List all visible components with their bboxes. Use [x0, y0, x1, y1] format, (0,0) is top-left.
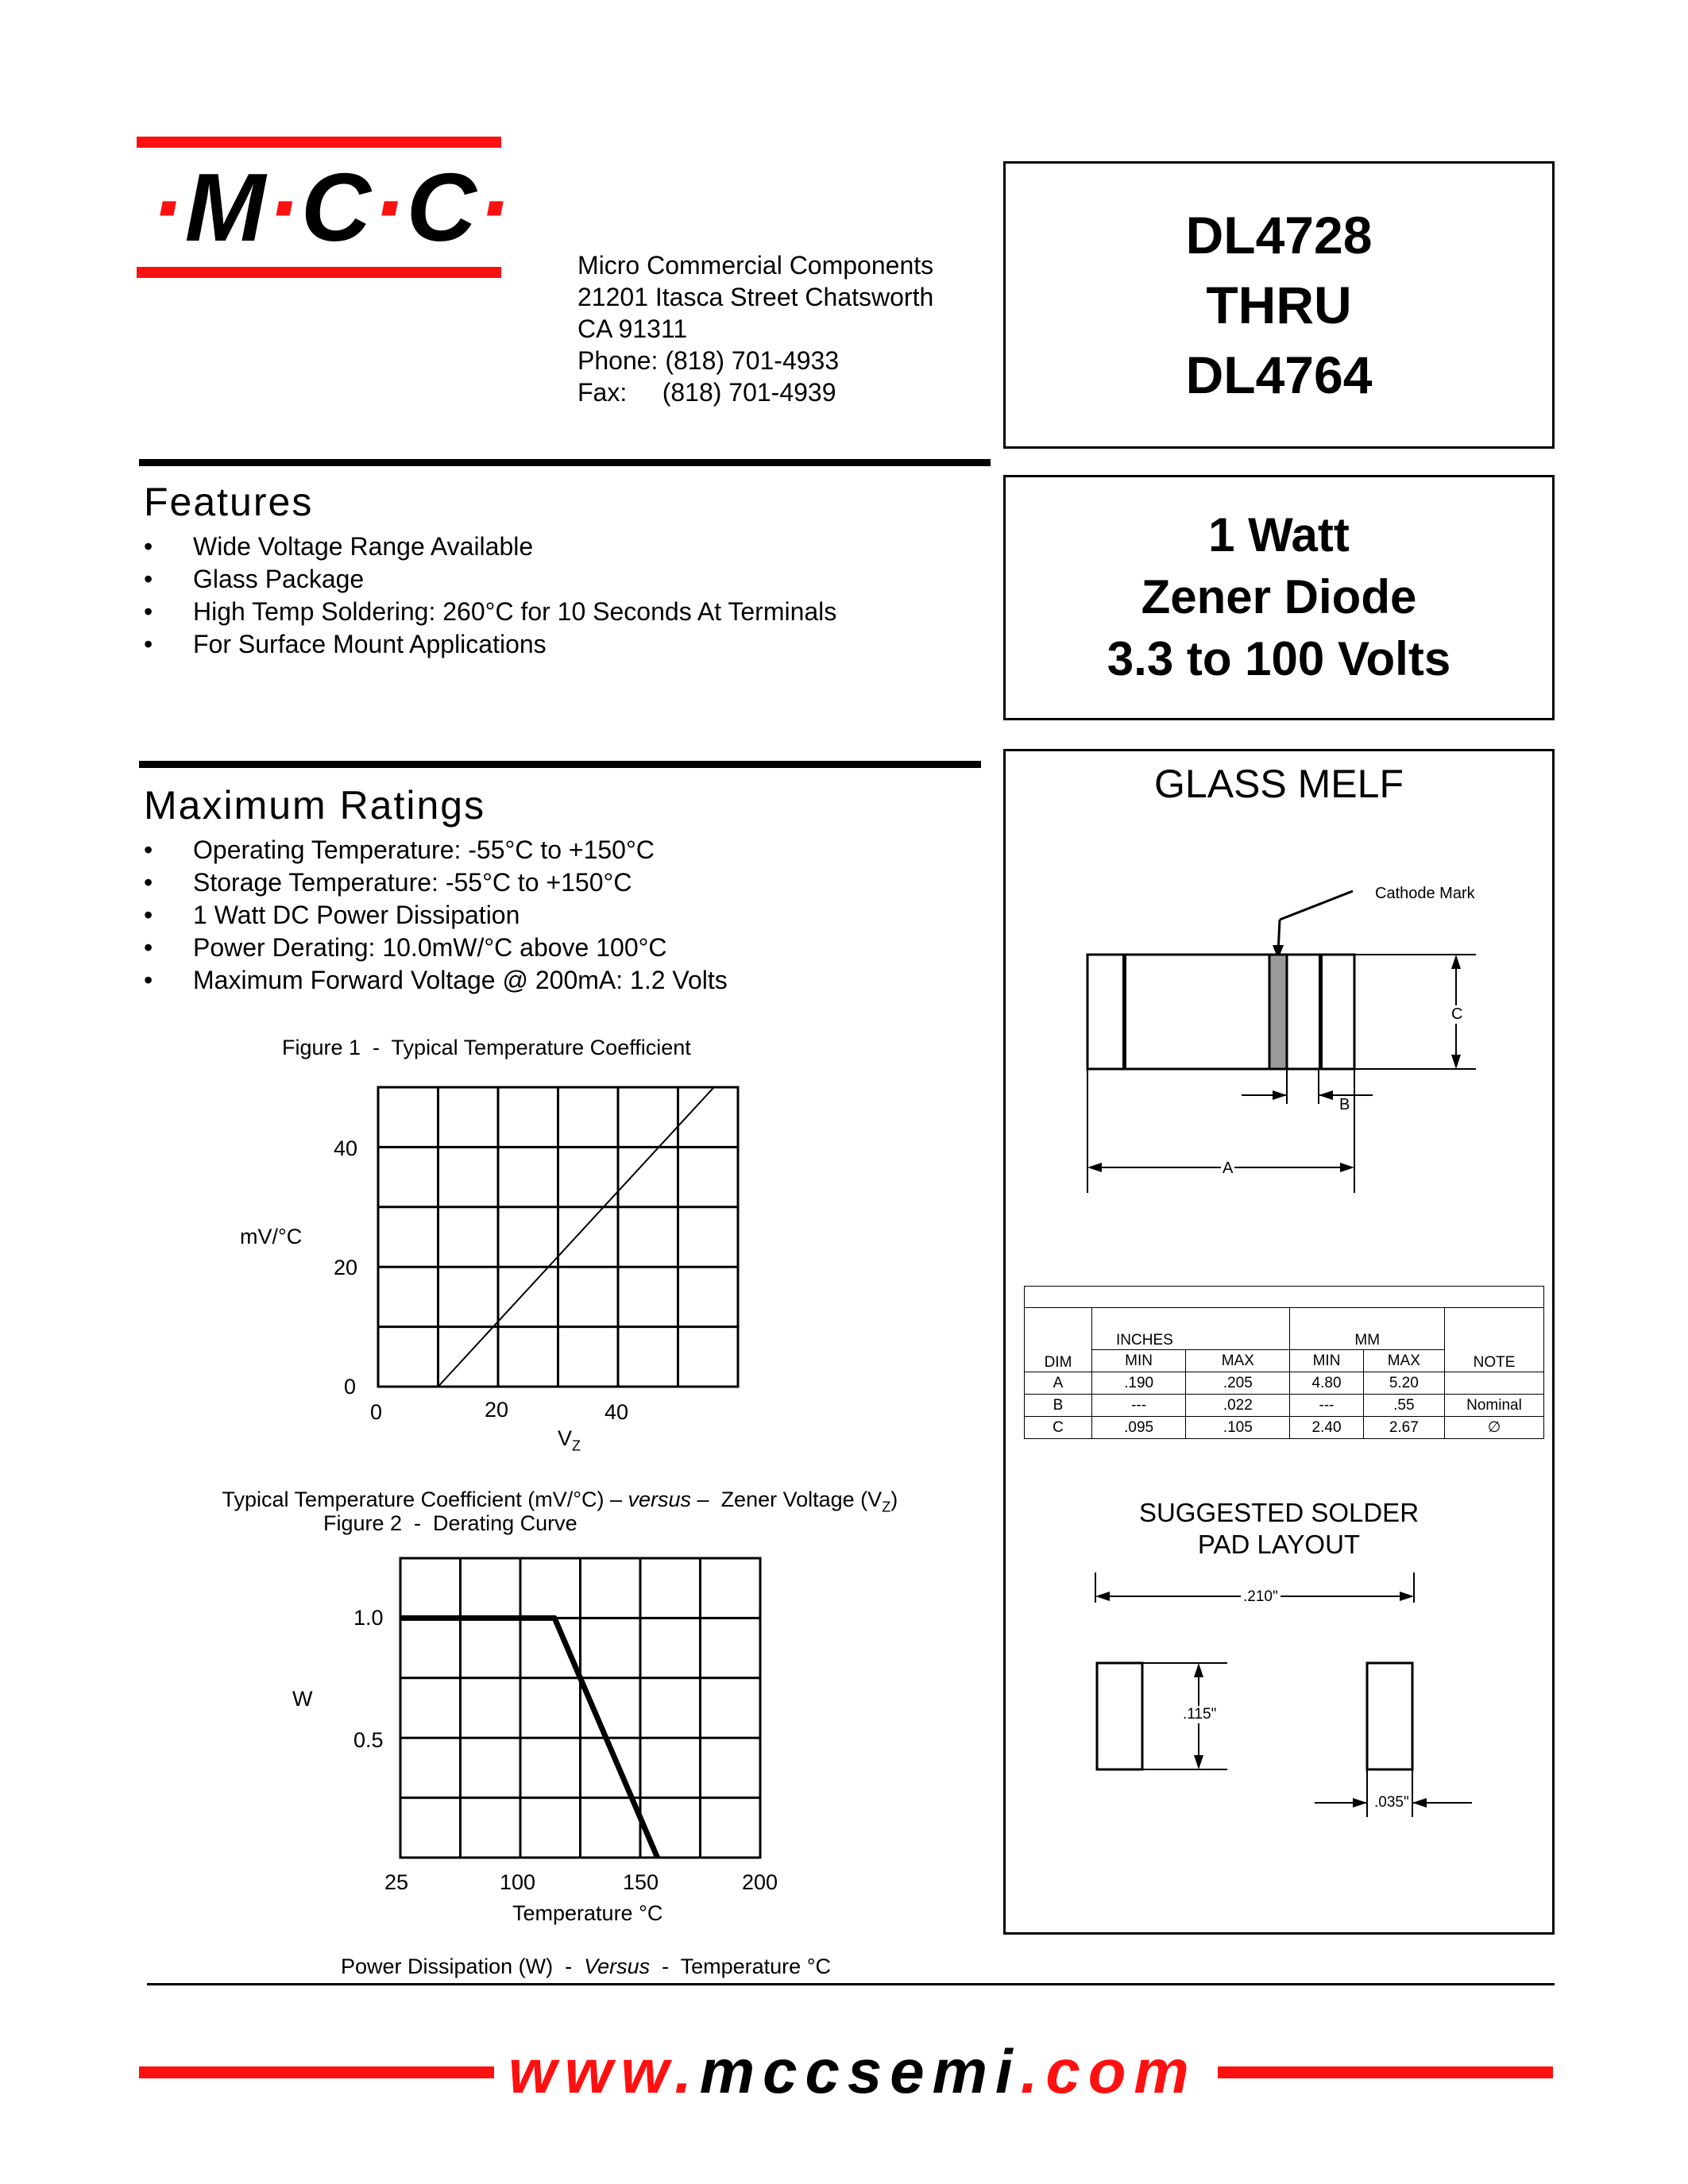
company-phone: Phone: (818) 701-4933 [577, 346, 840, 375]
feature-item: • High Temp Soldering: 260°C for 10 Seconds At Terminals [144, 596, 836, 628]
figure2-ytick-0-5: 0.5 [353, 1728, 384, 1752]
figure2-caption-part-c: - Temperature °C [650, 1954, 831, 1978]
figure1-caption-sub: Z [882, 1499, 891, 1515]
features-rule [139, 459, 991, 466]
company-city: CA 91311 [577, 314, 688, 343]
table-cell: .55 [1363, 1395, 1444, 1417]
table-cell: .190 [1092, 1372, 1186, 1395]
logo-letter-m: M [184, 153, 268, 261]
figure1-caption-part-d: ) [890, 1488, 898, 1511]
cathode-mark-label: Cathode Mark [1375, 885, 1475, 902]
table-cell: 5.20 [1363, 1372, 1444, 1395]
dim-table-mm-min-header: MIN [1290, 1350, 1363, 1372]
figure2-xlabel: Temperature °C [512, 1901, 663, 1925]
figure1-plot [377, 1086, 740, 1388]
cathode-band [1269, 955, 1287, 1069]
solder-title-line1: SUGGESTED SOLDER [1138, 1498, 1420, 1527]
figure2-xtick-150: 150 [623, 1870, 659, 1894]
table-cell: 4.80 [1290, 1372, 1363, 1395]
footer-url-domain: mccsemi [699, 2036, 1021, 2106]
solder-title-line2: PAD LAYOUT [1197, 1530, 1361, 1559]
cathode-leader [1278, 891, 1353, 953]
table-cell: C [1025, 1417, 1092, 1439]
figure2-xtick-25: 25 [384, 1870, 409, 1894]
dim-c-arrow-up [1451, 955, 1461, 969]
dim-c-arrow-down [1451, 1055, 1461, 1069]
company-name: Micro Commercial Components [577, 251, 934, 280]
solder-pad-left [1097, 1663, 1142, 1769]
company-fax: Fax: (818) 701-4939 [577, 378, 836, 407]
rating-item: • Storage Temperature: -55°C to +150°C [144, 866, 728, 899]
table-cell: A [1025, 1372, 1092, 1395]
figure1-caption-versus: versus [628, 1488, 692, 1511]
dim-c-label: C [1451, 1005, 1463, 1023]
part-number-line1: DL4728 [1185, 206, 1373, 264]
dim-035-arrow-right [1412, 1798, 1427, 1808]
dim-table-dim-header: DIM [1025, 1308, 1092, 1372]
dim-115-arrow-up [1194, 1663, 1203, 1677]
dim-b-lines [1242, 1069, 1373, 1104]
rating-item: • Operating Temperature: -55°C to +150°C [144, 834, 728, 866]
dimension-table [1024, 1286, 1544, 1439]
dim-a-arrow-right [1340, 1163, 1354, 1172]
table-cell [1445, 1372, 1544, 1395]
footer-right-bar [1218, 2066, 1553, 2078]
rating-item: • Power Derating: 10.0mW/°C above 100°C [144, 932, 728, 964]
rating-item: • 1 Watt DC Power Dissipation [144, 899, 728, 932]
melf-right-band [1319, 955, 1323, 1069]
melf-drawing [1003, 866, 1555, 1199]
figure2-ylabel: W [292, 1687, 313, 1711]
company-address [577, 249, 933, 408]
logo-top-rule [137, 137, 501, 148]
table-cell: --- [1092, 1395, 1186, 1417]
figure1-bottom-caption [211, 1463, 898, 1515]
part-number-box [1003, 161, 1555, 449]
product-line2: Zener Diode [1141, 570, 1417, 623]
figure1-ytick-40: 40 [334, 1136, 358, 1160]
table-cell: 2.67 [1363, 1417, 1444, 1439]
dim-210-arrow-right [1400, 1592, 1414, 1601]
dim-a-arrow-left [1087, 1163, 1102, 1172]
dim-table-note-header: NOTE [1445, 1308, 1544, 1372]
dim-table-inches-group: INCHES [1092, 1308, 1290, 1350]
features-heading: Features [144, 480, 314, 524]
figure1-xlabel-sub: Z [572, 1437, 581, 1454]
dim-table-inch-max-header: MAX [1186, 1350, 1290, 1372]
figure2-bottom-caption [329, 1930, 831, 1979]
dim-035-arrow-left [1353, 1798, 1367, 1808]
figure2-caption: Figure 2 - Derating Curve [323, 1511, 577, 1535]
figure1-xlabel-main: V [558, 1426, 573, 1450]
solder-dim-total-label: .210" [1241, 1588, 1280, 1606]
rating-item: • Maximum Forward Voltage @ 200mA: 1.2 Volts [144, 964, 728, 997]
ratings-list [144, 834, 728, 997]
table-cell: .095 [1092, 1417, 1186, 1439]
product-box [1003, 475, 1555, 720]
ratings-rule [139, 761, 981, 768]
figure1-xtick-40: 40 [605, 1400, 629, 1424]
part-number-line2: THRU [1206, 276, 1352, 334]
dim-115-arrow-down [1194, 1755, 1203, 1769]
dim-b-label: B [1339, 1096, 1350, 1113]
logo-bottom-rule [137, 267, 501, 278]
melf-left-band [1122, 955, 1126, 1069]
package-title: GLASS MELF [1154, 762, 1404, 806]
product-line3: 3.3 to 100 Volts [1107, 632, 1451, 685]
dim-b-arrow-left [1273, 1090, 1287, 1100]
part-number-line3: DL4764 [1185, 345, 1373, 404]
table-row [1025, 1372, 1544, 1395]
footer-url-prefix: www. [508, 2036, 700, 2106]
mcc-logo: ·M·C·C· [151, 153, 512, 261]
figure1-xtick-20: 20 [485, 1398, 509, 1422]
footer-left-bar [139, 2066, 494, 2078]
dim-table-mm-max-header: MAX [1363, 1350, 1444, 1372]
ratings-heading: Maximum Ratings [144, 783, 486, 828]
figure1-ytick-0: 0 [344, 1375, 357, 1399]
logo-letter-c1: C [300, 153, 373, 261]
product-line1: 1 Watt [1208, 508, 1350, 561]
dim-b-arrow-right [1319, 1090, 1333, 1100]
figure1-chart [377, 1086, 740, 1388]
logo-letter-c2: C [406, 153, 478, 261]
dim-table-inch-min-header: MIN [1092, 1350, 1186, 1372]
dim-a-label: A [1223, 1160, 1234, 1177]
figure1-xlabel [558, 1426, 581, 1454]
dim-table-top-band [1025, 1287, 1544, 1308]
solder-title [1003, 1497, 1555, 1561]
melf-body [1087, 955, 1354, 1069]
figure1-xtick-0: 0 [370, 1400, 383, 1424]
footer-url-suffix: .com [1020, 2036, 1197, 2106]
figure2-caption-versus: Versus [584, 1954, 651, 1978]
solder-dim-height-label: .115" [1183, 1706, 1217, 1723]
features-list [144, 531, 836, 661]
figure1-ytick-20: 20 [334, 1256, 358, 1279]
table-cell: .022 [1186, 1395, 1290, 1417]
table-cell: --- [1290, 1395, 1363, 1417]
table-cell: .205 [1186, 1372, 1290, 1395]
figure1-caption-part-c: – Zener Voltage (V [691, 1488, 883, 1511]
table-cell: 2.40 [1290, 1417, 1363, 1439]
table-cell: .105 [1186, 1417, 1290, 1439]
solder-pad-right [1367, 1663, 1412, 1769]
table-row [1025, 1395, 1544, 1417]
feature-item: • Wide Voltage Range Available [144, 531, 836, 563]
figure1-ylabel: mV/°C [240, 1225, 303, 1248]
series-line [438, 1087, 714, 1387]
figure2-caption-part-a: Power Dissipation (W) - [341, 1954, 585, 1978]
figure2-xtick-200: 200 [742, 1870, 778, 1894]
feature-item: • For Surface Mount Applications [144, 628, 836, 661]
solder-dim-width-label: .035" [1374, 1794, 1409, 1811]
company-street: 21201 Itasca Street Chatsworth [577, 283, 934, 311]
figure2-ytick-1-0: 1.0 [353, 1606, 384, 1630]
dim-210-arrow-left [1095, 1592, 1110, 1601]
footer-rule [147, 1983, 1555, 1985]
figure2-chart [399, 1557, 762, 1859]
table-row [1025, 1417, 1544, 1439]
figure1-caption: Figure 1 - Typical Temperature Coefficient [282, 1036, 691, 1059]
table-cell: ∅ [1445, 1417, 1544, 1439]
figure2-xtick-100: 100 [500, 1870, 536, 1894]
table-cell: B [1025, 1395, 1092, 1417]
figure2-plot [399, 1557, 762, 1859]
footer-url[interactable] [508, 2035, 1197, 2108]
solder-pad-drawing [1003, 1565, 1555, 1866]
feature-item: • Glass Package [144, 563, 836, 596]
figure1-caption-part-a: Typical Temperature Coefficient (mV/°C) – [222, 1488, 628, 1511]
table-cell: Nominal [1445, 1395, 1544, 1417]
dim-table-mm-group: MM [1290, 1308, 1445, 1350]
